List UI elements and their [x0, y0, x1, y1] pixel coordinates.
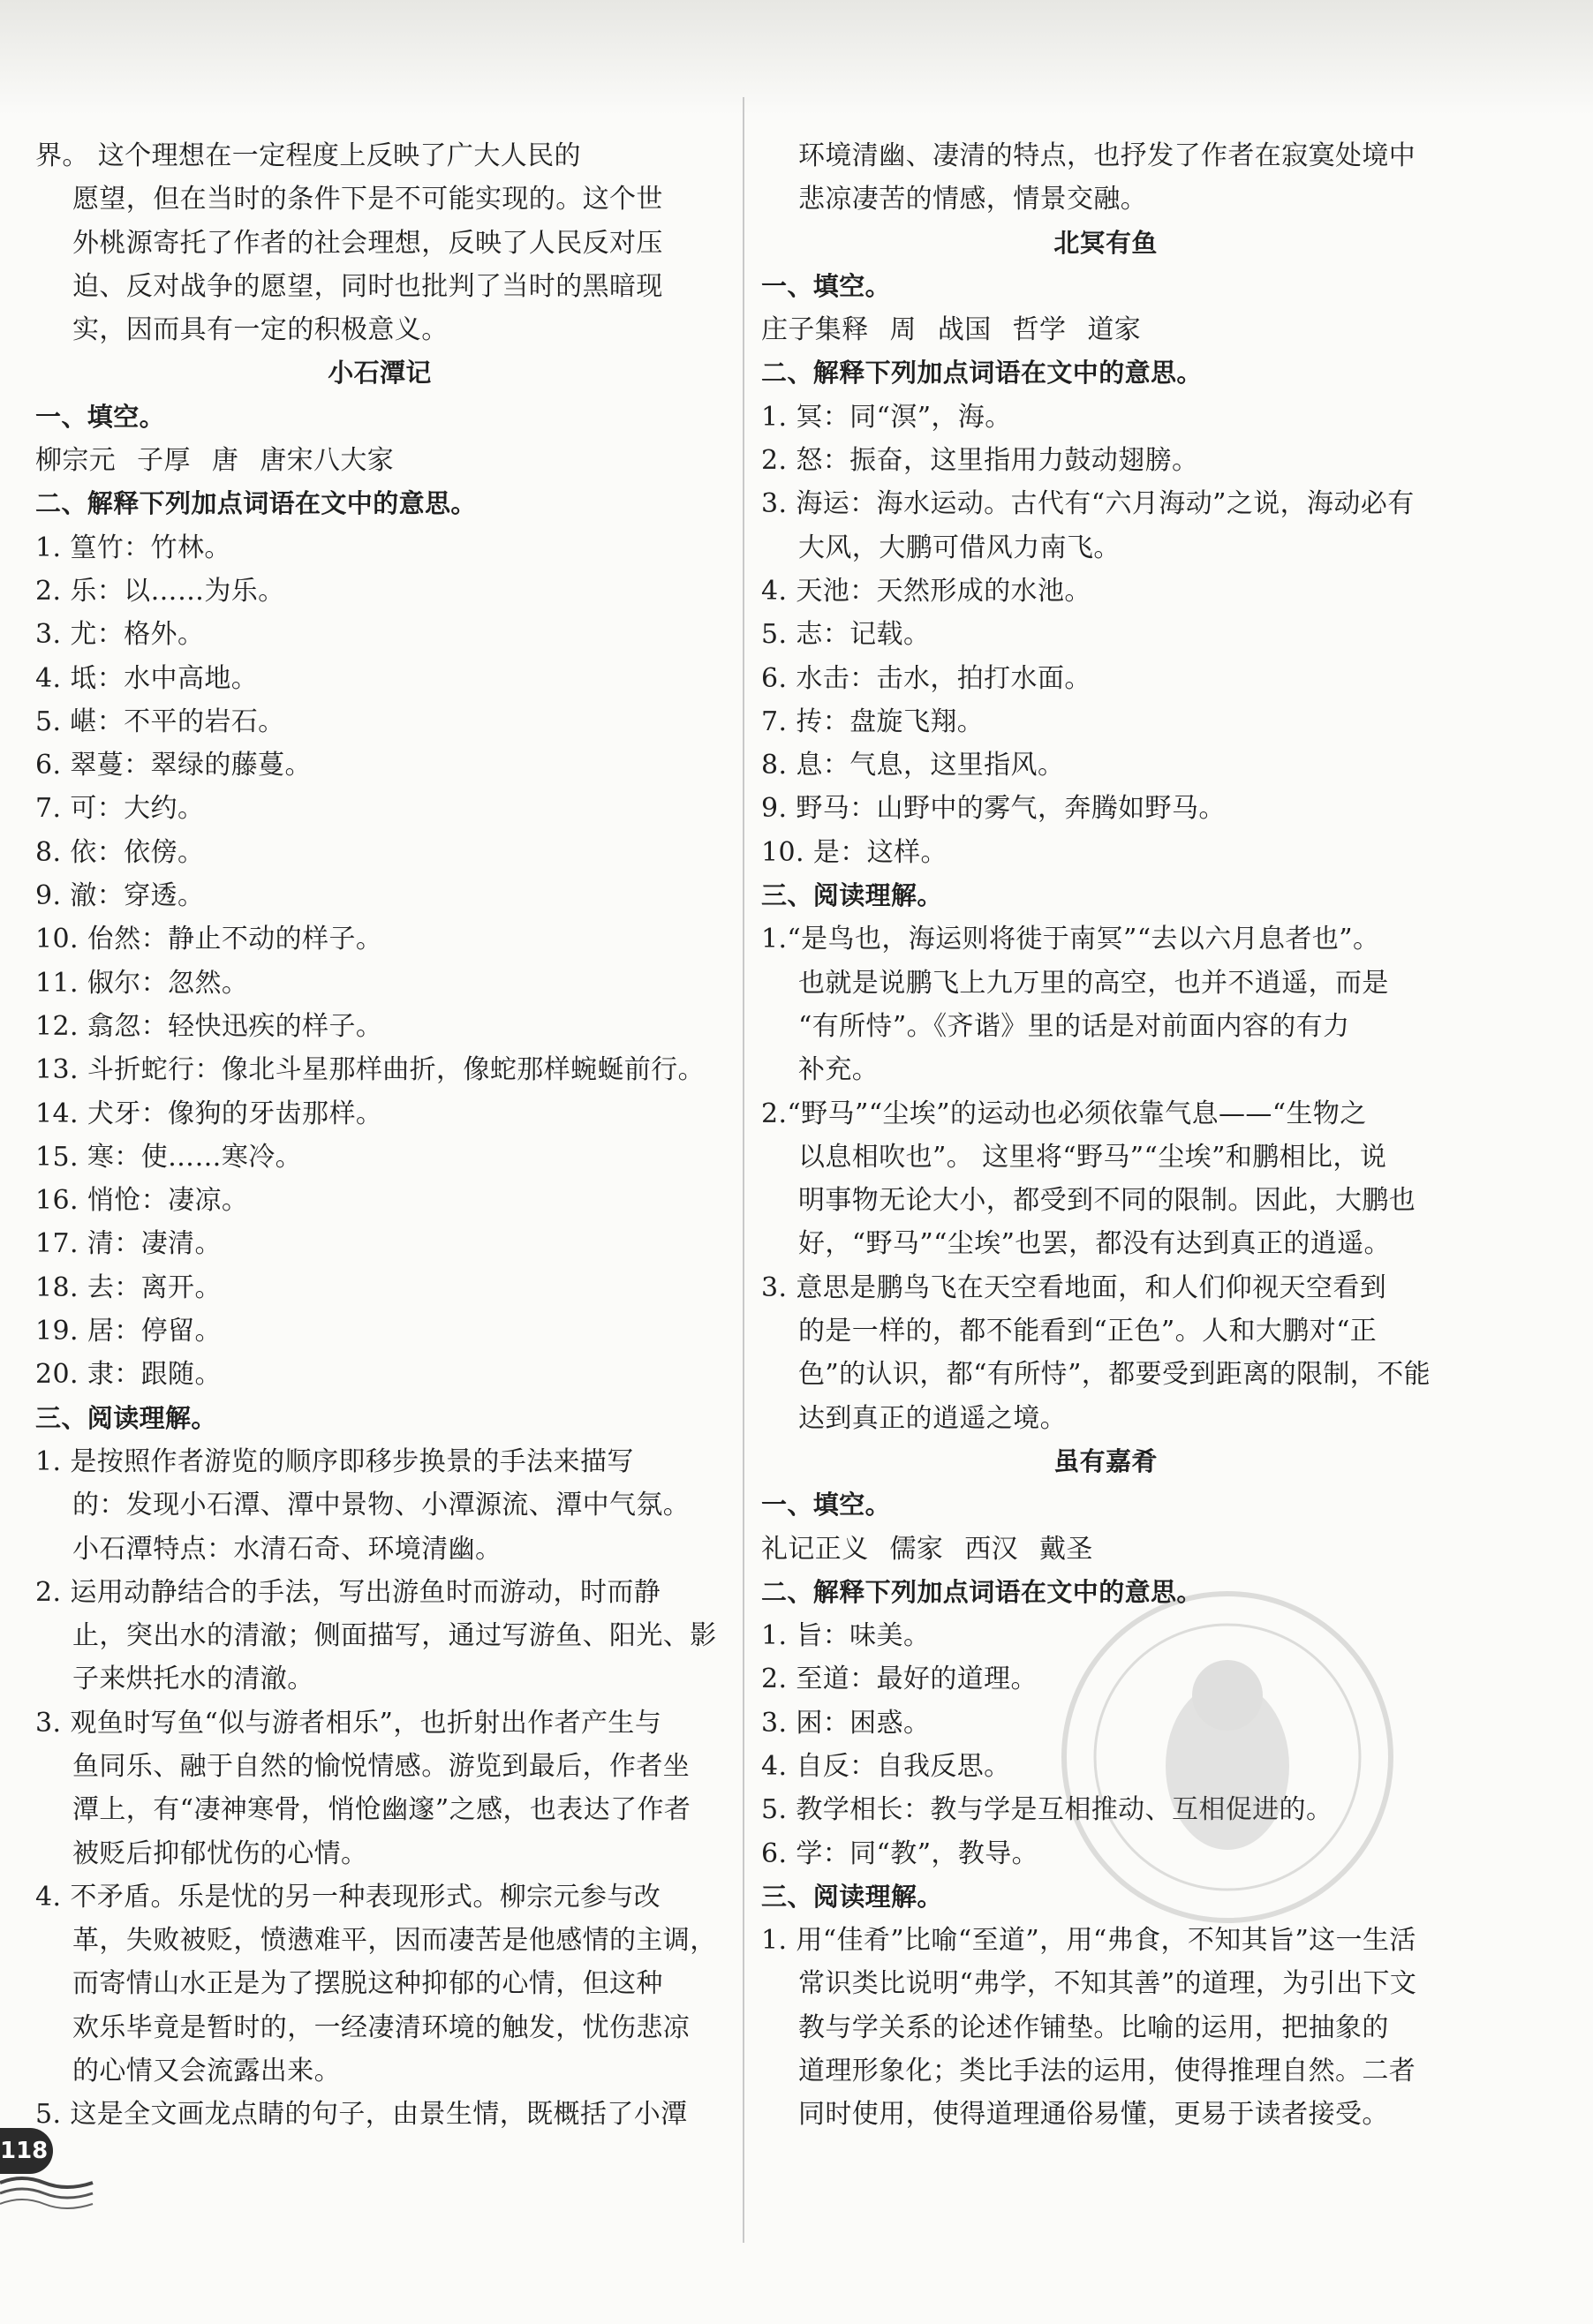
text-line: 6. 翠蔓：翠绿的藤蔓。 [35, 750, 312, 781]
text-line: 明事物无论大小，都受到不同的限制。因此，大鹏也 [798, 1185, 1416, 1217]
text-line: 1. 是按照作者游览的顺序即移步换景的手法来描写 [35, 1445, 634, 1477]
text-line: 1.“是鸟也，海运则将徙于南冥”“去以六月息者也”。 [761, 924, 1380, 955]
text-line: 10. 佁然：静止不动的样子。 [35, 924, 383, 955]
text-line: 19. 居：停留。 [35, 1316, 222, 1347]
text-line: 5. 志：记载。 [761, 619, 931, 651]
text-line: 教与学关系的论述作铺垫。比喻的运用，把抽象的 [798, 2011, 1389, 2043]
text-line: 7. 可：大约。 [35, 793, 205, 825]
section-title: 虽有嘉肴 [1053, 1445, 1158, 1476]
left-column [35, 134, 724, 2137]
text-line: 20. 隶：跟随。 [35, 1359, 222, 1391]
text-line: 3. 观鱼时写鱼“似与游者相乐”，也折射出作者产生与 [35, 1707, 662, 1739]
text-line: 3. 意思是鹏鸟飞在天空看地面，和人们仰视天空看到 [761, 1271, 1387, 1303]
section-heading: 三、阅读理解。 [35, 1402, 217, 1433]
wave-decoration [0, 2174, 97, 2209]
text-line: 2. 运用动静结合的手法，写出游鱼时而游动，时而静 [35, 1576, 661, 1608]
text-line: 3. 海运：海水运动。古代有“六月海动”之说，海动必有 [761, 488, 1415, 520]
text-line: 2. 怒：振奋，这里指用力鼓动翅膀。 [761, 445, 1199, 477]
text-line: 6. 水击：击水，拍打水面。 [761, 662, 1091, 694]
text-line: 庄子集释 周 战国 哲学 道家 [761, 314, 1142, 346]
text-line: 礼记正义 儒家 西汉 戴圣 [761, 1533, 1093, 1565]
text-line: 2.“野马”“尘埃”的运动也必须依靠气息——“生物之 [761, 1098, 1367, 1129]
text-line: 1. 旨：味美。 [761, 1620, 931, 1652]
section-title: 小石潭记 [328, 358, 432, 389]
text-line: 子来烘托水的清澈。 [72, 1664, 314, 1695]
text-line: 大风，大鹏可借风力南飞。 [798, 532, 1121, 563]
text-line: 9. 野马：山野中的雾气，奔腾如野马。 [761, 793, 1226, 825]
text-line: 悲凉凄苦的情感，情景交融。 [798, 184, 1148, 215]
section-heading: 二、解释下列加点词语在文中的意思。 [761, 358, 1203, 389]
text-line: 15. 寒：使……寒冷。 [35, 1141, 303, 1173]
text-line: 4. 坻：水中高地。 [35, 662, 259, 694]
text-line: 9. 澈：穿透。 [35, 880, 205, 912]
text-line: 6. 学：同“教”，教导。 [761, 1837, 1039, 1869]
text-line: 的是一样的，都不能看到“正色”。人和大鹏对“正 [798, 1316, 1378, 1347]
text-line: 补充。 [798, 1054, 880, 1086]
text-line: 的：发现小石潭、潭中景物、小潭源流、潭中气氛。 [72, 1490, 691, 1521]
text-line: 潭上，有“凄神寒骨，悄怆幽邃”之感，也表达了作者 [72, 1794, 691, 1826]
text-line: 7. 抟：盘旋飞翔。 [761, 706, 985, 737]
section-heading: 一、填空。 [761, 270, 892, 301]
text-line: 的心情又会流露出来。 [72, 2056, 341, 2087]
text-line: 5. 嵁：不平的岩石。 [35, 706, 285, 737]
text-line: 5. 教学相长：教与学是互相推动、互相促进的。 [761, 1794, 1333, 1826]
section-heading: 一、填空。 [761, 1490, 892, 1520]
page-number-badge: 118 [0, 2128, 53, 2174]
column-divider [743, 97, 744, 2243]
text-line: 小石潭特点：水清石奇、环境清幽。 [72, 1533, 502, 1565]
text-line: 止，突出水的清澈；侧面描写，通过写游鱼、阳光、影 [72, 1620, 717, 1652]
section-heading: 二、解释下列加点词语在文中的意思。 [761, 1576, 1203, 1607]
text-line: 13. 斗折蛇行：像北斗星那样曲折，像蛇那样蜿蜒前行。 [35, 1054, 706, 1086]
text-line: 也就是说鹏飞上九万里的高空，也并不逍遥，而是 [798, 967, 1389, 999]
text-line: 愿望，但在当时的条件下是不可能实现的。这个世 [72, 184, 663, 215]
text-line: 2. 至道：最好的道理。 [761, 1664, 1038, 1695]
text-line: 4. 自反：自我反思。 [761, 1750, 1011, 1782]
text-line: 达到真正的逍遥之境。 [798, 1402, 1067, 1434]
text-line: 14. 犬牙：像狗的牙齿那样。 [35, 1098, 383, 1129]
text-line: 18. 去：离开。 [35, 1271, 222, 1303]
text-line: 被贬后抑郁忧伤的心情。 [72, 1837, 368, 1869]
text-line: 界。 这个理想在一定程度上反映了广大人民的 [35, 140, 581, 171]
text-line: 1. 篁竹：竹林。 [35, 532, 231, 563]
seal-watermark [1024, 1581, 1431, 1934]
section-heading: 三、阅读理解。 [761, 880, 943, 911]
text-line: 欢乐毕竟是暂时的，一经凄清环境的触发，忧伤悲凉 [72, 2011, 691, 2043]
text-line: 常识类比说明“弗学，不知其善”的道理，为引出下文 [798, 1968, 1417, 2000]
top-shadow [0, 0, 1593, 115]
text-line: 好，“野马”“尘埃”也罢，都没有达到真正的逍遥。 [798, 1228, 1391, 1260]
text-line: 3. 尤：格外。 [35, 619, 205, 651]
text-line: 以息相吹也”。 这里将“野马”“尘埃”和鹏相比，说 [798, 1141, 1387, 1173]
text-line: 外桃源寄托了作者的社会理想，反映了人民反对压 [72, 227, 663, 259]
section-title: 北冥有鱼 [1053, 227, 1158, 258]
text-line: 柳宗元 子厚 唐 唐宋八大家 [35, 445, 395, 477]
text-line: 实，因而具有一定的积极意义。 [72, 314, 449, 346]
text-line: 鱼同乐、融于自然的愉悦情感。游览到最后，作者坐 [72, 1750, 691, 1782]
text-line: 17. 清：凄清。 [35, 1228, 222, 1260]
text-line: 4. 不矛盾。乐是忧的另一种表现形式。柳宗元参与改 [35, 1881, 661, 1913]
section-heading: 一、填空。 [35, 401, 166, 432]
text-line: 同时使用，使得道理通俗易懂，更易于读者接受。 [798, 2099, 1389, 2131]
text-line: 8. 依：依傍。 [35, 836, 205, 868]
text-line: 而寄情山水正是为了摆脱这种抑郁的心情，但这种 [72, 1968, 663, 2000]
text-line: 16. 悄怆：凄凉。 [35, 1185, 249, 1217]
text-line: 4. 天池：天然形成的水池。 [761, 575, 1091, 607]
text-line: 2. 乐：以……为乐。 [35, 575, 285, 607]
text-line: 8. 息：气息，这里指风。 [761, 750, 1065, 781]
text-line: 11. 俶尔：忽然。 [35, 967, 249, 999]
text-line: 12. 翕忽：轻快迅疾的样子。 [35, 1010, 383, 1042]
text-line: “有所恃”。《齐谐》里的话是对前面内容的有力 [798, 1010, 1350, 1042]
text-line: 10. 是：这样。 [761, 836, 947, 868]
text-line: 革，失败被贬，愤懑难平，因而凄苦是他感情的主调， [72, 1925, 717, 1957]
text-line: 1. 冥：同“溟”，海。 [761, 401, 1012, 433]
section-heading: 三、阅读理解。 [761, 1881, 943, 1912]
text-line: 环境清幽、凄清的特点，也抒发了作者在寂寞处境中 [798, 140, 1416, 171]
text-line: 1. 用“佳肴”比喻“至道”，用“弗食，不知其旨”这一生活 [761, 1925, 1416, 1957]
text-line: 道理形象化；类比手法的运用，使得推理自然。二者 [798, 2056, 1416, 2087]
text-line: 色”的认识，都“有所恃”，都要受到距离的限制，不能 [798, 1359, 1431, 1391]
section-heading: 二、解释下列加点词语在文中的意思。 [35, 488, 477, 519]
text-line: 5. 这是全文画龙点睛的句子，由景生情，既概括了小潭 [35, 2099, 688, 2131]
text-line: 迫、反对战争的愿望，同时也批判了当时的黑暗现 [72, 270, 663, 302]
text-line: 3. 困：困惑。 [761, 1707, 931, 1739]
